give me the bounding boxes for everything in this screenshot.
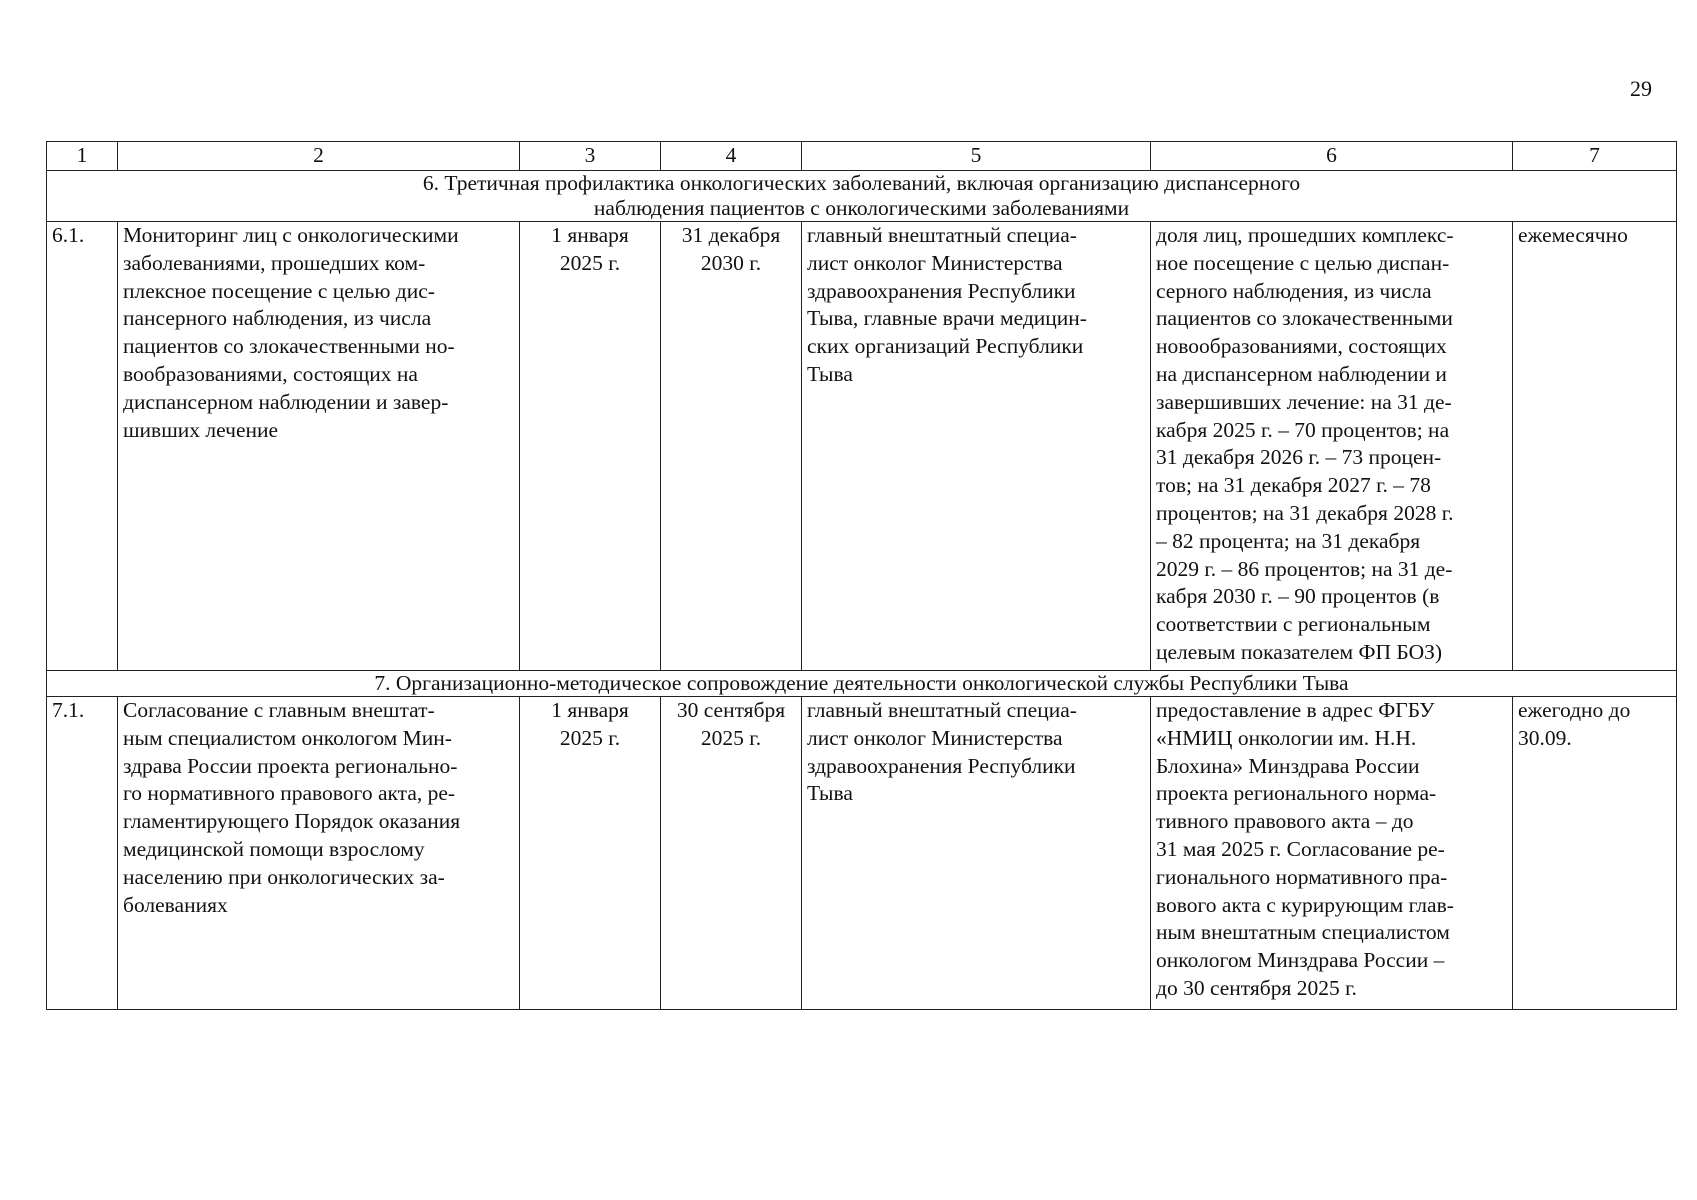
column-number: 7 <box>1513 142 1677 171</box>
column-number: 1 <box>47 142 118 171</box>
end-date: 31 декабря 2030 г. <box>661 222 802 671</box>
page-number: 29 <box>1630 76 1652 101</box>
section-title-line: наблюдения пациентов с онкологическими заболеваниями <box>593 196 1130 220</box>
start-date: 1 января 2025 г. <box>520 222 661 671</box>
section-title-line: 7. Организационно-методическое сопровождение деятельности онкологической службы Республики Тыва <box>374 671 1349 695</box>
column-number: 3 <box>520 142 661 171</box>
expected-result: доля лиц, прошедших комплекс- ное посещение с целью диспан- серного наблюдения, из числа пациентов со злокачественными новообразованиями, состоящих на диспансерном наблюдении и завершивших лечение: на 31 де- кабря 2025 г. – 70 процентов; на 31 декабря 2026 г. – 73 процен- тов; на 31 декабря 2027 г. – 78 процентов; на 31 декабря 2028 г. – 82 процента; на 31 декабря 2029 г. – 86 процентов; на 31 де- кабря 2030 г. – 90 процентов (в соответствии с региональным целевым показателем ФП БОЗ) <box>1151 222 1513 671</box>
frequency: ежегодно до 30.09. <box>1513 697 1677 1010</box>
table-row <box>47 697 1677 1010</box>
end-date: 30 сентября 2025 г. <box>661 697 802 1010</box>
column-number: 2 <box>118 142 520 171</box>
section-header-row <box>47 671 1677 697</box>
responsible-executor: главный внештатный специа- лист онколог Министерства здравоохранения Республики Тыва, главные врачи медицин- ских организаций Республики Тыва <box>802 222 1151 671</box>
expected-result: предоставление в адрес ФГБУ «НМИЦ онкологии им. Н.Н. Блохина» Минздрава России проекта регионального норма- тивного правового акта – до 31 мая 2025 г. Согласование ре- гионального нормативного пра- вового акта с курирующим глав- ным внештатным специалистом онкологом Минздрава России – до 30 сентября 2025 г. <box>1151 697 1513 1010</box>
section-title-line: 6. Третичная профилактика онкологических заболеваний, включая организацию диспансерного <box>422 171 1301 195</box>
section-title <box>47 171 1677 222</box>
item-number: 7.1. <box>47 697 118 1010</box>
item-number: 6.1. <box>47 222 118 671</box>
frequency: ежемесячно <box>1513 222 1677 671</box>
responsible-executor: главный внештатный специа- лист онколог Министерства здравоохранения Республики Тыва <box>802 697 1151 1010</box>
column-number: 4 <box>661 142 802 171</box>
event-description: Согласование с главным внештат- ным специалистом онкологом Мин- здрава России проекта регионально- го нормативного правового акта, ре- гламентирующего Порядок оказания медицинской помощи взрослому населению при онкологических за- болеваниях <box>118 697 520 1010</box>
section-header-row <box>47 171 1677 222</box>
event-description: Мониторинг лиц с онкологическими заболеваниями, прошедших ком- плексное посещение с целью дис- пансерного наблюдения, из числа пациентов со злокачественными но- вообразованиями, состоящих на диспансерном наблюдении и завер- шивших лечение <box>118 222 520 671</box>
column-number: 6 <box>1151 142 1513 171</box>
table-row <box>47 222 1677 671</box>
section-title <box>47 671 1677 697</box>
column-number: 5 <box>802 142 1151 171</box>
start-date: 1 января 2025 г. <box>520 697 661 1010</box>
activity-plan-table <box>46 141 1677 1010</box>
column-number-row <box>47 142 1677 171</box>
